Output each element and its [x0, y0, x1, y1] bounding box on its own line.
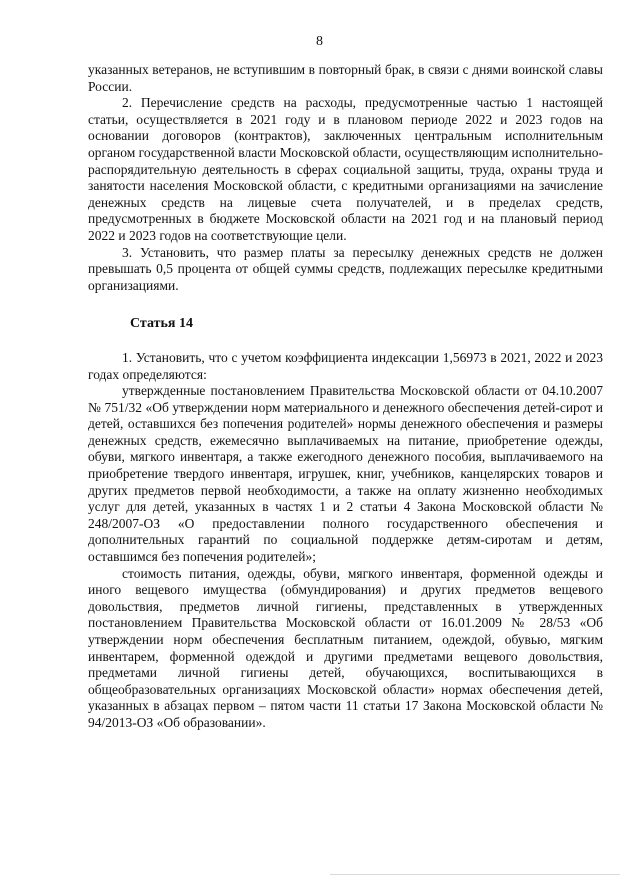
document-body [88, 62, 603, 732]
scan-edge-line [330, 874, 620, 875]
article-heading: Статья 14 [130, 316, 193, 332]
paragraph-continuation: указанных ветеранов, не вступившим в повторный брак, в связи с днями воинской славы России. [88, 62, 603, 94]
article-14-item-cost: стоимость питания, одежды, обуви, мягкого инвентаря, форменной одежды и иного вещевого имущества (обмундирования) и других предметов вещевого довольствия, предметов личной гигиены, представленных в утвержденных постановлением Правительства Московской области от 16.01.2009 № 28/53 «Об утверждении норм обеспечения бесплатным питанием, одеждой, обувью, мягким инвентарем, форменной одеждой и другими предметами вещевого довольствия, предметами личной гигиены детей, обучающихся, воспитывающихся в общеобразовательных организациях Московской области» нормах обеспечения детей, указанных в абзацах первом – пятом части 11 статьи 17 Закона Московской области № 94/2013-ОЗ «Об образовании». [88, 565, 603, 730]
article-14-paragraph-1: 1. Установить, что с учетом коэффициента индексации 1,56973 в 2021, 2022 и 2023 годах определяются: [88, 349, 603, 382]
article-14-item-normatives: утвержденные постановлением Правительства Московской области от 04.10.2007 № 751/32 «Об утверждении норм материального и денежного обеспечения детей-сирот и детей, оставшихся без попечения родителей» нормы денежного обеспечения и размеры денежных средств, ежемесячно выплачиваемых на питание, приобретение одежды, обуви, мягкого инвентаря, а также ежегодного денежного пособия, выплачиваемого на приобретение твердого инвентаря, игрушек, книг, учебников, канцелярских товаров и других предметов первой необходимости, а также на оплату жизненно необходимых услуг для детей, указанных в частях 1 и 2 статьи 4 Закона Московской области № 248/2007-ОЗ «О предоставлении полного государственного обеспечения и дополнительных гарантий по социальной поддержке детям-сиротам и детям, оставшимся без попечения родителей»; [88, 383, 603, 565]
page-number: 8 [316, 34, 323, 49]
paragraph-3: 3. Установить, что размер платы за пересылку денежных средств не должен превышать 0,5 процента от общей суммы средств, подлежащих пересылке кредитными организациями. [88, 244, 603, 293]
paragraph-2: 2. Перечисление средств на расходы, предусмотренные частью 1 настоящей статьи, осуществляется в 2021 году и в плановом периоде 2022 и 2023 годов на основании договоров (контрактов), заключенных центральным исполнительным органом государственной власти Московской области, осуществляющим исполнительно-распорядительную деятельность в сферах социальной защиты, труда, охраны труда и занятости населения Московской области, с кредитными организациями на зачисление денежных средств на лицевые счета получателей, и в пределах средств, предусмотренных в бюджете Московской области на 2021 год и на плановый период 2022 и 2023 годов на соответствующие цели. [88, 95, 603, 243]
